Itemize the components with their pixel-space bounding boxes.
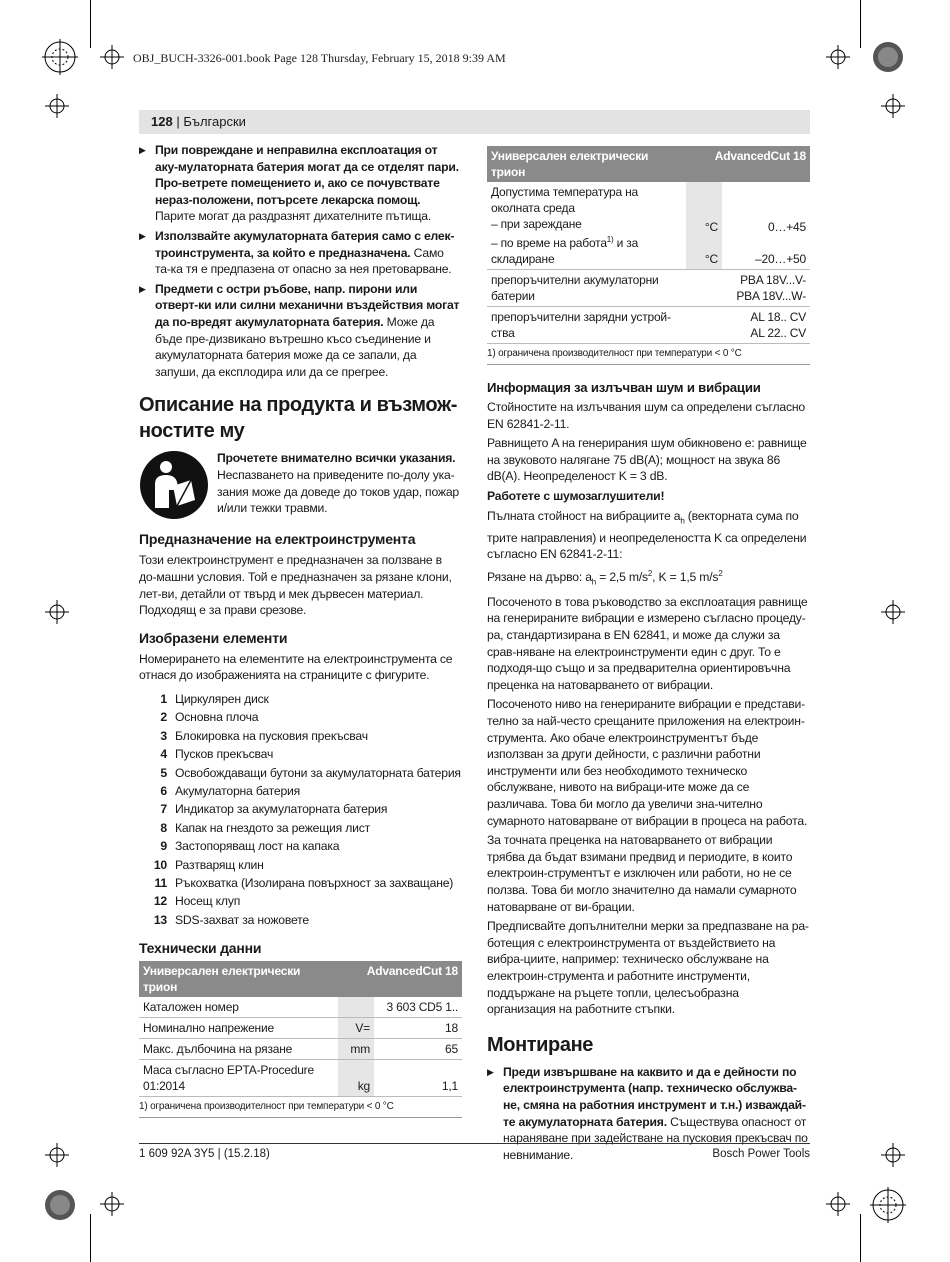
parts-list bbox=[139, 690, 462, 929]
list-item bbox=[139, 911, 462, 929]
part-label: Блокировка на пусковия прекъсвач bbox=[175, 728, 368, 743]
temp-label: Допустима температура на околната среда bbox=[491, 185, 638, 215]
safety-bullet bbox=[139, 281, 462, 381]
bullet-text: Съществува опасност от нараняване при задействане на пусковия прекъсвач по невнимание. bbox=[503, 1114, 808, 1162]
warning-bold-text: Прочетете внимателно всички указания. bbox=[217, 451, 456, 466]
table-footnote: 1) ограничена производителност при температури < 0 °C bbox=[139, 1097, 462, 1118]
list-item bbox=[139, 856, 462, 874]
part-number: 5 bbox=[160, 765, 167, 780]
temp-work-text: – по време на работа bbox=[491, 236, 607, 250]
bullet-text: Може да бъде пре-дизвикано вътрешно късо съединение и акумулаторната батерия може да се запали, да запуши, да експлодира или да се прегрее. bbox=[155, 314, 435, 379]
row-value: 1,1 bbox=[374, 1060, 462, 1097]
crop-mark bbox=[860, 1214, 861, 1262]
noise-standard-text: Стойностите на излъчвания шум са определени съгласно EN 62841-2-11. bbox=[487, 400, 806, 431]
warning-text-block bbox=[217, 450, 462, 520]
hearing-protection-bold: Работете с шумозаглушители! bbox=[487, 488, 665, 503]
table-header-model: AdvancedCut 18 bbox=[338, 961, 462, 997]
part-number: 4 bbox=[160, 747, 167, 762]
list-item bbox=[139, 874, 462, 892]
warning-text: Неспазването на приведените по-долу ука-зания може да доведе до токов удар, пожар и/или тежки травми. bbox=[217, 467, 459, 516]
battery-value: PBA 18V...V- bbox=[740, 273, 806, 287]
list-item bbox=[139, 892, 462, 910]
bullet-bold-text: Използвайте акумулаторната батерия само с елек-троинструмента, за който е предназначена. bbox=[155, 228, 455, 260]
bullet-bold-text: При повреждане и неправилна експлоатация от аку-мулаторната батерия могат да се отделят пари. Про-вeтрете помещението и, ако се почувствате нераз-положени, потърсете лекарска помощ. bbox=[155, 143, 459, 207]
row-value bbox=[686, 307, 810, 344]
part-number: 12 bbox=[153, 894, 167, 909]
table-row bbox=[139, 997, 462, 1018]
right-column bbox=[487, 146, 810, 1166]
table-header-product: Универсален електрически трион bbox=[487, 146, 686, 182]
part-label: Капак на гнездото за режещия лист bbox=[175, 820, 371, 835]
row-unit: mm bbox=[338, 1039, 374, 1060]
text-fragment: Рязане на дърво: a bbox=[487, 569, 592, 584]
table-row bbox=[139, 1039, 462, 1060]
table-header-model: AdvancedCut 18 bbox=[686, 146, 810, 182]
row-label: Маса съгласно EPTA-Procedure 01:2014 bbox=[139, 1060, 338, 1097]
list-item bbox=[139, 745, 462, 763]
table-row bbox=[139, 1018, 462, 1039]
crosshair-icon bbox=[881, 600, 905, 624]
part-label: Освобождаващи бутони за акумулаторната батерия bbox=[175, 765, 461, 780]
row-value bbox=[686, 270, 810, 307]
subscript: h bbox=[680, 516, 685, 525]
superscript: 2 bbox=[647, 568, 653, 578]
temp-charge-unit: °C bbox=[704, 220, 718, 234]
part-label: Ръкохватка (Изолирана повърхност за захващане) bbox=[175, 875, 454, 890]
table-row bbox=[139, 1060, 462, 1097]
text-fragment: Пълната стойност на вибрациите a bbox=[487, 508, 681, 523]
crosshair-icon bbox=[100, 45, 124, 69]
table-footnote: 1) ограничена производителност при температури < 0 °C bbox=[487, 344, 810, 365]
text-fragment: (векторната сума по трите направления) и неопределеността K са определени съгласно EN 62841-2-11: bbox=[487, 508, 807, 562]
footer-brand: Bosch Power Tools bbox=[712, 1148, 810, 1160]
row-label: препоръчителни акумулаторни батерии bbox=[487, 270, 686, 307]
read-instructions-warning bbox=[139, 450, 462, 520]
part-label: SDS-захват за ножовете bbox=[175, 912, 309, 927]
row-value: 65 bbox=[374, 1039, 462, 1060]
list-item bbox=[139, 764, 462, 782]
row-unit bbox=[686, 182, 722, 270]
temp-work-unit: °C bbox=[704, 252, 718, 266]
registration-target-icon bbox=[870, 1187, 906, 1223]
parts-title: Изобразени елементи bbox=[139, 629, 288, 646]
part-number: 9 bbox=[160, 839, 167, 854]
crop-mark bbox=[90, 0, 91, 48]
row-label: Каталожен номер bbox=[139, 997, 338, 1018]
superscript: 2 bbox=[718, 568, 723, 578]
temp-work-value: –20…+50 bbox=[755, 252, 806, 266]
table-row bbox=[487, 270, 810, 307]
part-number: 10 bbox=[153, 857, 167, 872]
tech-data-title: Технически данни bbox=[139, 940, 262, 957]
part-label: Разтварящ клин bbox=[175, 857, 264, 872]
list-item bbox=[139, 708, 462, 726]
row-value: 18 bbox=[374, 1018, 462, 1039]
hearing-protection-text bbox=[487, 488, 810, 505]
row-label: Макс. дълбочина на рязане bbox=[139, 1039, 338, 1060]
text-fragment: = 2,5 m/s bbox=[596, 569, 648, 584]
page-number: 128 bbox=[151, 114, 173, 129]
part-label: Индикатор за акумулаторната батерия bbox=[175, 802, 388, 817]
part-number: 6 bbox=[160, 783, 167, 798]
part-label: Акумулаторна батерия bbox=[175, 783, 301, 798]
crosshair-icon bbox=[45, 600, 69, 624]
text-fragment: , K = 1,5 m/s bbox=[652, 569, 719, 584]
vibration-value-text bbox=[487, 566, 810, 591]
temp-work-label bbox=[491, 232, 682, 267]
footer-divider bbox=[139, 1143, 810, 1144]
registration-target-icon bbox=[42, 1187, 78, 1223]
vibration-paragraph: Посоченото в това ръководство за експлоатация равнище на генерираните вибрации е измерено съгласно процеду-ра, стандартизирана в EN 62841, и може да служи за срав-няване на електроинструменти един с друг. То е подходя-що също и за предварителна ориентировъчна преценка на натоварването от вибрации. bbox=[487, 594, 808, 692]
part-number: 3 bbox=[160, 728, 167, 743]
row-unit bbox=[338, 997, 374, 1018]
tech-data-table-continued bbox=[487, 146, 810, 344]
crosshair-icon bbox=[881, 94, 905, 118]
crop-mark bbox=[860, 0, 861, 48]
crosshair-icon bbox=[100, 1192, 124, 1216]
noise-title: Информация за излъчван шум и вибрации bbox=[487, 380, 761, 395]
vibration-paragraph: Предписвайте допълнителни мерки за предпазване на ра-ботещия с електроинструмента от въздействието на вибра-циите, например: техническо обслужване на електроин-струмента и работните инструменти, поддържане на ръцете топли, целесъобразна организация на работните стъпки. bbox=[487, 919, 809, 1017]
list-item bbox=[139, 782, 462, 800]
list-item bbox=[139, 727, 462, 745]
charger-value: AL 18.. CV bbox=[750, 310, 806, 324]
print-info-line: OBJ_BUCH-3326-001.book Page 128 Thursday, February 15, 2018 9:39 AM bbox=[133, 51, 506, 65]
footer-doc-number: 1 609 92A 3Y5 | (15.2.18) bbox=[139, 1148, 270, 1160]
part-number: 8 bbox=[160, 820, 167, 835]
header-language: Български bbox=[183, 114, 246, 129]
left-column bbox=[139, 142, 462, 1118]
row-label: препоръчителни зарядни устрой-ства bbox=[487, 307, 686, 344]
subscript: h bbox=[591, 577, 597, 587]
page-header-bar bbox=[139, 110, 810, 134]
purpose-text: Този електроинструмент е предназначен за ползване в до-машни условия. Той е предназначен за рязане клони, лет-ви, детайли от твърд и мек дървесен материал. Подходящ е за прави срезове. bbox=[139, 553, 452, 618]
parts-intro: Номерирането на елементите на електроинструмента се отнася до изображенията на страниците с фигурите. bbox=[139, 651, 453, 683]
battery-value: PBA 18V...W- bbox=[736, 289, 806, 303]
bullet-text: Само та-ка тя е предпазена от опасно за нея претоварване. bbox=[155, 245, 452, 277]
table-header-row bbox=[487, 146, 810, 182]
part-number: 7 bbox=[160, 802, 167, 817]
list-item bbox=[139, 800, 462, 818]
registration-target-icon bbox=[870, 39, 906, 75]
row-value bbox=[722, 182, 810, 270]
part-number: 1 bbox=[160, 691, 167, 706]
list-item bbox=[139, 690, 462, 708]
bullet-bold-text: Преди извършване на каквито и да е дейности по електроинструмента (напр. техническо обслужва-не, смяна на работния инструмент и т.н.) изваждай-те акумулаторната батерия. bbox=[503, 1064, 806, 1129]
vibration-paragraph: За точната преценка на натоварването от вибрации трябва да бъдат взимани предвид и периодите, в които електроин-струментът е изключен или работи, но не се ползва. Това би могло значително да намали сумарното натоварване от ви-брации. bbox=[487, 833, 797, 914]
row-unit: kg bbox=[338, 1060, 374, 1097]
part-label: Носещ клуп bbox=[175, 894, 241, 909]
vibration-paragraph: Посоченото ниво на генерираните вибрации е представи-телно за най-често срещаните приложения на електроин-струмента. Ако обаче електроинструментът бъде използван за други дейности, с различни работни инструменти или без необходимото техническо обслужване, нивото на вибраци-ите може да се различава. Това би могло да увеличи зна-чително сумарното натоварване от вибрации в процеса на работа. bbox=[487, 697, 808, 828]
part-label: Застопоряващ лост на капака bbox=[175, 839, 340, 854]
noise-level-text: Равнището A на генерирания шум обикновено е: равнище на звуковото налягане 75 dB(A); мощност на звука 86 dB(A). Неопределеност K = 3 dB. bbox=[487, 436, 807, 484]
part-number: 13 bbox=[153, 912, 167, 927]
footnote-ref: 1) bbox=[606, 235, 614, 244]
safety-bullet bbox=[139, 228, 462, 278]
section-title-description: Описание на продукта и възмож-ностите му bbox=[139, 394, 458, 443]
table-header-product: Универсален електрически трион bbox=[139, 961, 338, 997]
row-label: Номинално напрежение bbox=[139, 1018, 338, 1039]
row-unit: V= bbox=[338, 1018, 374, 1039]
row-label bbox=[487, 182, 686, 270]
safety-bullet bbox=[139, 142, 462, 225]
part-label: Основна плоча bbox=[175, 710, 259, 725]
charger-value: AL 22.. CV bbox=[750, 326, 806, 340]
crosshair-icon bbox=[826, 1192, 850, 1216]
read-manual-icon bbox=[139, 450, 209, 520]
bullet-bold-text: Предмети с остри ръбове, напр. пирони или отверт-ки или силни механични въздействия могат да по-вредят акумулаторната батерия. bbox=[155, 281, 460, 329]
part-number: 11 bbox=[154, 875, 167, 890]
temp-charge-label: – при зареждане bbox=[491, 217, 582, 231]
list-item bbox=[139, 819, 462, 837]
vibration-total-text bbox=[487, 508, 810, 563]
temp-charge-value: 0…+45 bbox=[767, 220, 806, 234]
list-item bbox=[139, 837, 462, 855]
crosshair-icon bbox=[881, 1143, 905, 1167]
part-label: Пусков прекъсвач bbox=[175, 747, 274, 762]
crop-mark bbox=[90, 1214, 91, 1262]
temp-work-rest: и за складиране bbox=[491, 236, 639, 266]
bullet-text: Парите могат да раздразнят дихателните пътища. bbox=[155, 209, 432, 224]
page-header bbox=[151, 114, 246, 129]
tech-data-table bbox=[139, 961, 462, 1097]
crosshair-icon bbox=[826, 45, 850, 69]
purpose-title: Предназначение на електроинструмента bbox=[139, 531, 416, 548]
crosshair-icon bbox=[45, 1143, 69, 1167]
table-row bbox=[487, 182, 810, 270]
part-number: 2 bbox=[160, 710, 167, 725]
table-row bbox=[487, 307, 810, 344]
row-value: 3 603 CD5 1.. bbox=[374, 997, 462, 1018]
part-label: Циркулярен диск bbox=[175, 691, 269, 706]
section-title-mounting: Монтиране bbox=[487, 1033, 593, 1056]
crosshair-icon bbox=[45, 94, 69, 118]
registration-target-icon bbox=[42, 39, 78, 75]
table-header-row bbox=[139, 961, 462, 997]
header-separator: | bbox=[172, 114, 184, 129]
